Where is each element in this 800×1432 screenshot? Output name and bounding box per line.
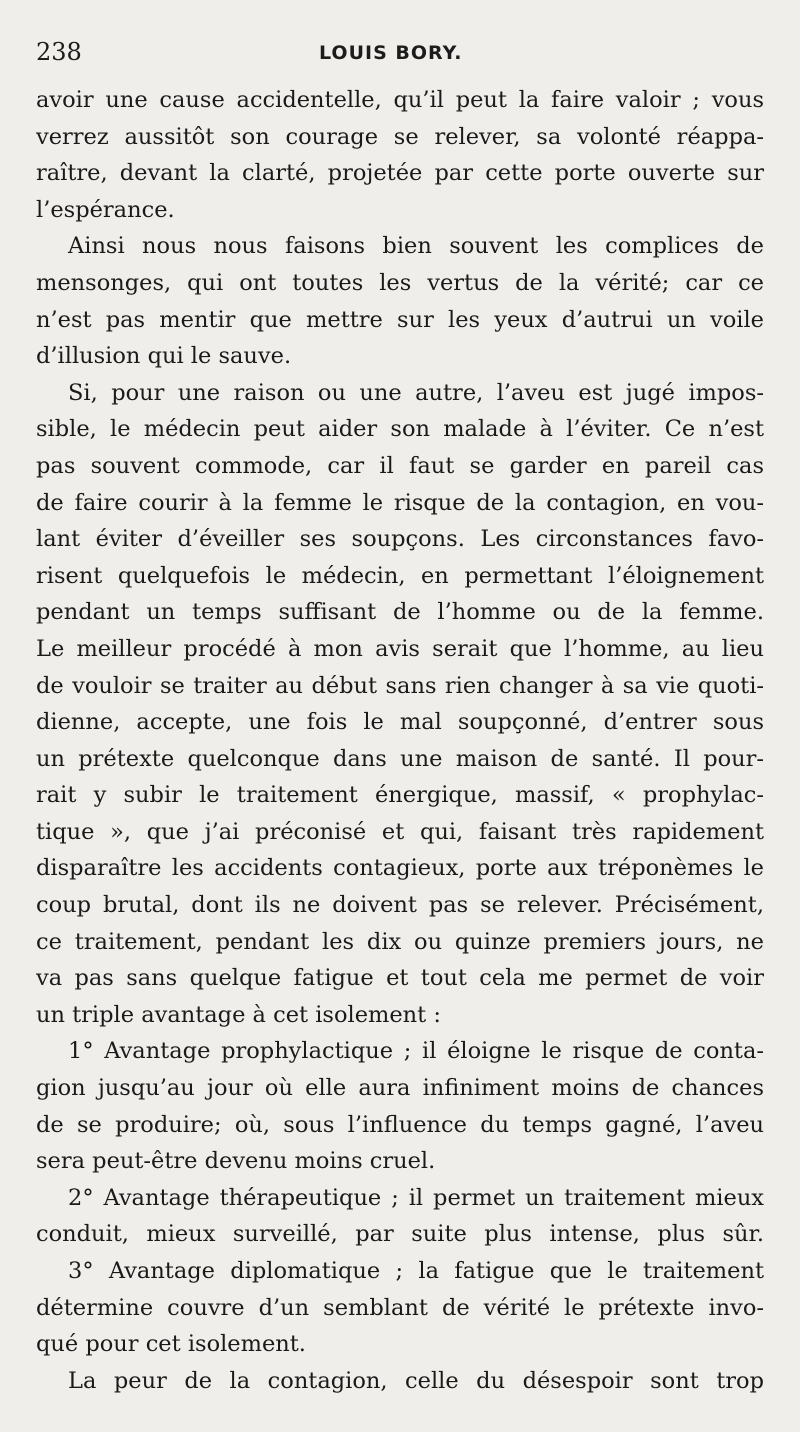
text-line: pas souvent commode, car il faut se garder en pareil cas [36,452,764,479]
text-line: disparaître les accidents contagieux, porte aux tréponèmes le [36,855,764,882]
text-line: un triple avantage à cet isolement : [36,1001,441,1028]
text-line: gion jusqu’au jour où elle aura infiniment moins de chances [36,1075,764,1102]
text-line: Si, pour une raison ou une autre, l’aveu est jugé impos- [68,379,764,406]
text-line: risent quelquefois le médecin, en permettant l’éloignement [36,562,764,589]
text-line: d’illusion qui le sauve. [36,343,292,370]
text-line: pendant un temps suffisant de l’homme ou de la femme. [36,599,764,626]
text-line: 3° Avantage diplomatique ; la fatigue que le traitement [68,1258,764,1284]
text-line: ce traitement, pendant les dix ou quinze premiers jours, ne [36,928,764,955]
text-line: Ainsi nous nous faisons bien souvent les complices de [68,233,764,260]
text-line: verrez aussitôt son courage se relever, sa volonté réappa- [36,123,764,150]
text-line: La peur de la contagion, celle du désespoir sont trop [68,1367,764,1394]
text-line: sera peut-être devenu moins cruel. [36,1148,436,1175]
text-line: mensonges, qui ont toutes les vertus de la vérité; car ce [36,269,764,296]
page-header [36,38,764,78]
text-line: l’espérance. [36,196,175,223]
text-line: 2° Avantage thérapeutique ; il permet un traitement mieux [68,1184,764,1211]
text-line: de faire courir à la femme le risque de la contagion, en vou- [36,489,764,516]
text-line: un prétexte quelconque dans une maison de santé. Il pour- [36,745,764,772]
text-line: avoir une cause accidentelle, qu’il peut la faire valoir ; vous [36,87,764,113]
text-line: Le meilleur procédé à mon avis serait que l’homme, au lieu [36,635,764,662]
text-line: conduit, mieux surveillé, par suite plus intense, plus sûr. [36,1221,764,1248]
text-line: raître, devant la clarté, projetée par cette porte ouverte sur [36,160,764,187]
text-line: dienne, accepte, une fois le mal soupçonné, d’entrer sous [36,709,764,736]
text-line: va pas sans quelque fatigue et tout cela me permet de voir [36,965,764,992]
text-line: détermine couvre d’un semblant de vérité le prétexte invo- [36,1294,764,1321]
text-line: qué pour cet isolement. [36,1331,306,1358]
text-line: rait y subir le traitement énergique, massif, « prophylac- [36,782,764,809]
text-line: tique », que j’ai préconisé et qui, faisant très rapidement [36,818,764,845]
body-text [36,82,764,1399]
text-line: coup brutal, dont ils ne doivent pas se relever. Précisément, [36,892,764,919]
text-line: de se produire; où, sous l’influence du temps gagné, l’aveu [36,1111,764,1138]
text-line: de vouloir se traiter au début sans rien changer à sa vie quoti- [36,672,764,699]
text-line: n’est pas mentir que mettre sur les yeux d’autrui un voile [36,306,764,333]
text-line: sible, le médecin peut aider son malade à l’éviter. Ce n’est [36,416,764,443]
page-number: 238 [36,38,82,66]
text-line: 1° Avantage prophylactique ; il éloigne le risque de conta- [68,1038,764,1065]
running-head: LOUIS BORY. [319,42,463,64]
text-line: lant éviter d’éveiller ses soupçons. Les circonstances favo- [36,526,764,553]
